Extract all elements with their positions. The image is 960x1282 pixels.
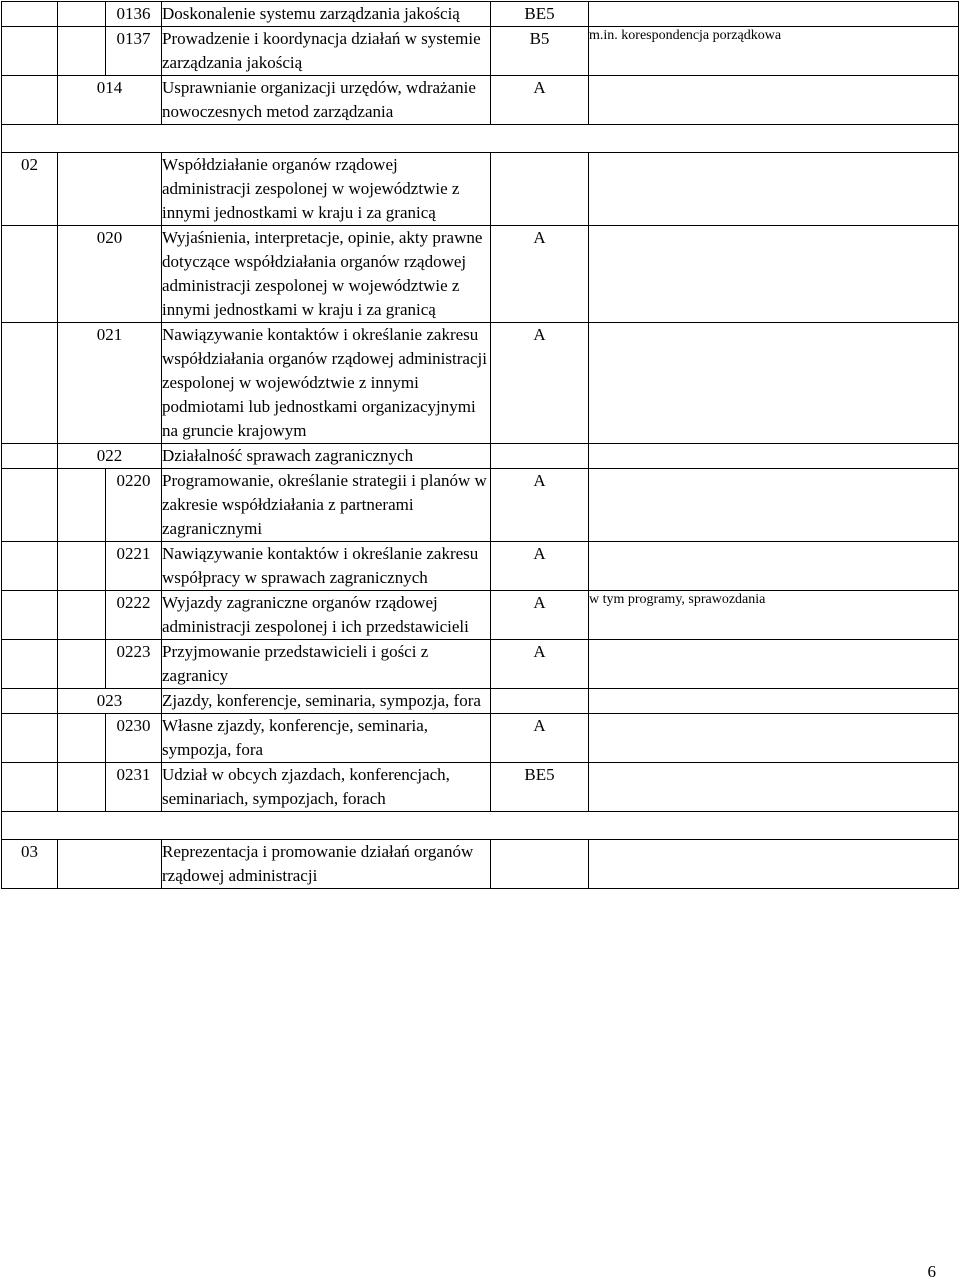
empty-cell xyxy=(2,323,58,444)
title-cell: Prowadzenie i koordynacja działań w systemie zarządzania jakością xyxy=(162,27,491,76)
title-cell: Wyjazdy zagraniczne organów rządowej administracji zespolonej i ich przedstawicieli xyxy=(162,591,491,640)
category-cell: A xyxy=(491,76,589,125)
empty-cell xyxy=(2,444,58,469)
title-cell: Nawiązywanie kontaktów i określanie zakresu współdziałania organów rządowej administracji zespolonej w województwie z innymi podmiotami lub jednostkami organizacyjnymi na gruncie krajowym xyxy=(162,323,491,444)
category-cell: A xyxy=(491,591,589,640)
empty-cell xyxy=(58,2,106,27)
empty-cell xyxy=(2,763,58,812)
empty-cell xyxy=(2,640,58,689)
code-cell: 0231 xyxy=(106,763,162,812)
table-row xyxy=(2,689,959,714)
table-row xyxy=(2,763,959,812)
title-cell: Udział w obcych zjazdach, konferencjach, seminariach, sympozjach, forach xyxy=(162,763,491,812)
category-cell xyxy=(491,444,589,469)
code-cell: 03 xyxy=(2,840,58,889)
empty-cell xyxy=(2,2,58,27)
empty-cell xyxy=(58,714,106,763)
table-row xyxy=(2,323,959,444)
empty-cell xyxy=(2,689,58,714)
table-row xyxy=(2,542,959,591)
note-cell: m.in. korespondencja porządkowa xyxy=(589,27,959,76)
empty-cell xyxy=(58,542,106,591)
note-cell xyxy=(589,714,959,763)
table-row xyxy=(2,591,959,640)
category-cell: A xyxy=(491,323,589,444)
table-row xyxy=(2,153,959,226)
table-row xyxy=(2,714,959,763)
category-cell: A xyxy=(491,226,589,323)
title-cell: Programowanie, określanie strategii i planów w zakresie współdziałania z partnerami zagranicznymi xyxy=(162,469,491,542)
code-cell: 021 xyxy=(58,323,162,444)
category-cell: BE5 xyxy=(491,2,589,27)
empty-cell xyxy=(58,640,106,689)
title-cell: Wyjaśnienia, interpretacje, opinie, akty prawne dotyczące współdziałania organów rządowej administracji zespolonej w województwie z innymi jednostkami w kraju i za granicą xyxy=(162,226,491,323)
title-cell: Nawiązywanie kontaktów i określanie zakresu współpracy w sprawach zagranicznych xyxy=(162,542,491,591)
table-row xyxy=(2,444,959,469)
note-cell xyxy=(589,153,959,226)
title-cell: Przyjmowanie przedstawicieli i gości z zagranicy xyxy=(162,640,491,689)
code-cell: 0222 xyxy=(106,591,162,640)
title-cell: Reprezentacja i promowanie działań organów rządowej administracji xyxy=(162,840,491,889)
code-cell: 014 xyxy=(58,76,162,125)
table-row xyxy=(2,469,959,542)
page-number: 6 xyxy=(927,1262,936,1281)
note-cell xyxy=(589,763,959,812)
empty-cell xyxy=(2,714,58,763)
table-row xyxy=(2,840,959,889)
title-cell: Współdziałanie organów rządowej administracji zespolonej w województwie z innymi jednostkami w kraju i za granicą xyxy=(162,153,491,226)
table-row xyxy=(2,226,959,323)
code-cell: 020 xyxy=(58,226,162,323)
empty-cell xyxy=(58,591,106,640)
code-cell: 0223 xyxy=(106,640,162,689)
category-cell xyxy=(491,153,589,226)
separator-row xyxy=(2,812,959,840)
category-cell: BE5 xyxy=(491,763,589,812)
note-cell: w tym programy, sprawozdania xyxy=(589,591,959,640)
note-cell xyxy=(589,689,959,714)
empty-cell xyxy=(2,27,58,76)
empty-cell xyxy=(2,591,58,640)
note-cell xyxy=(589,840,959,889)
note-cell xyxy=(589,323,959,444)
code-cell: 0220 xyxy=(106,469,162,542)
code-cell: 02 xyxy=(2,153,58,226)
category-cell: A xyxy=(491,714,589,763)
code-cell: 0221 xyxy=(106,542,162,591)
table-row xyxy=(2,2,959,27)
empty-cell xyxy=(58,27,106,76)
table-row xyxy=(2,76,959,125)
code-cell: 0136 xyxy=(106,2,162,27)
code-cell: 0137 xyxy=(106,27,162,76)
classification-table xyxy=(1,1,959,889)
table-row xyxy=(2,640,959,689)
note-cell xyxy=(589,76,959,125)
note-cell xyxy=(589,2,959,27)
category-cell: A xyxy=(491,640,589,689)
title-cell: Usprawnianie organizacji urzędów, wdrażanie nowoczesnych metod zarządzania xyxy=(162,76,491,125)
empty-cell xyxy=(2,76,58,125)
table-row xyxy=(2,27,959,76)
category-cell: A xyxy=(491,469,589,542)
empty-cell xyxy=(2,542,58,591)
category-cell xyxy=(491,840,589,889)
category-cell: A xyxy=(491,542,589,591)
note-cell xyxy=(589,226,959,323)
title-cell: Zjazdy, konferencje, seminaria, sympozja, fora xyxy=(162,689,491,714)
note-cell xyxy=(589,542,959,591)
note-cell xyxy=(589,469,959,542)
empty-cell xyxy=(58,763,106,812)
title-cell: Działalność sprawach zagranicznych xyxy=(162,444,491,469)
separator-row xyxy=(2,125,959,153)
empty-cell xyxy=(2,469,58,542)
category-cell xyxy=(491,689,589,714)
empty-cell xyxy=(58,469,106,542)
code-cell: 023 xyxy=(58,689,162,714)
title-cell: Doskonalenie systemu zarządzania jakością xyxy=(162,2,491,27)
note-cell xyxy=(589,444,959,469)
empty-cell xyxy=(58,153,162,226)
empty-cell xyxy=(2,226,58,323)
empty-cell xyxy=(58,840,162,889)
note-cell xyxy=(589,640,959,689)
code-cell: 022 xyxy=(58,444,162,469)
code-cell: 0230 xyxy=(106,714,162,763)
separator-cell xyxy=(2,812,959,840)
title-cell: Własne zjazdy, konferencje, seminaria, sympozja, fora xyxy=(162,714,491,763)
separator-cell xyxy=(2,125,959,153)
category-cell: B5 xyxy=(491,27,589,76)
